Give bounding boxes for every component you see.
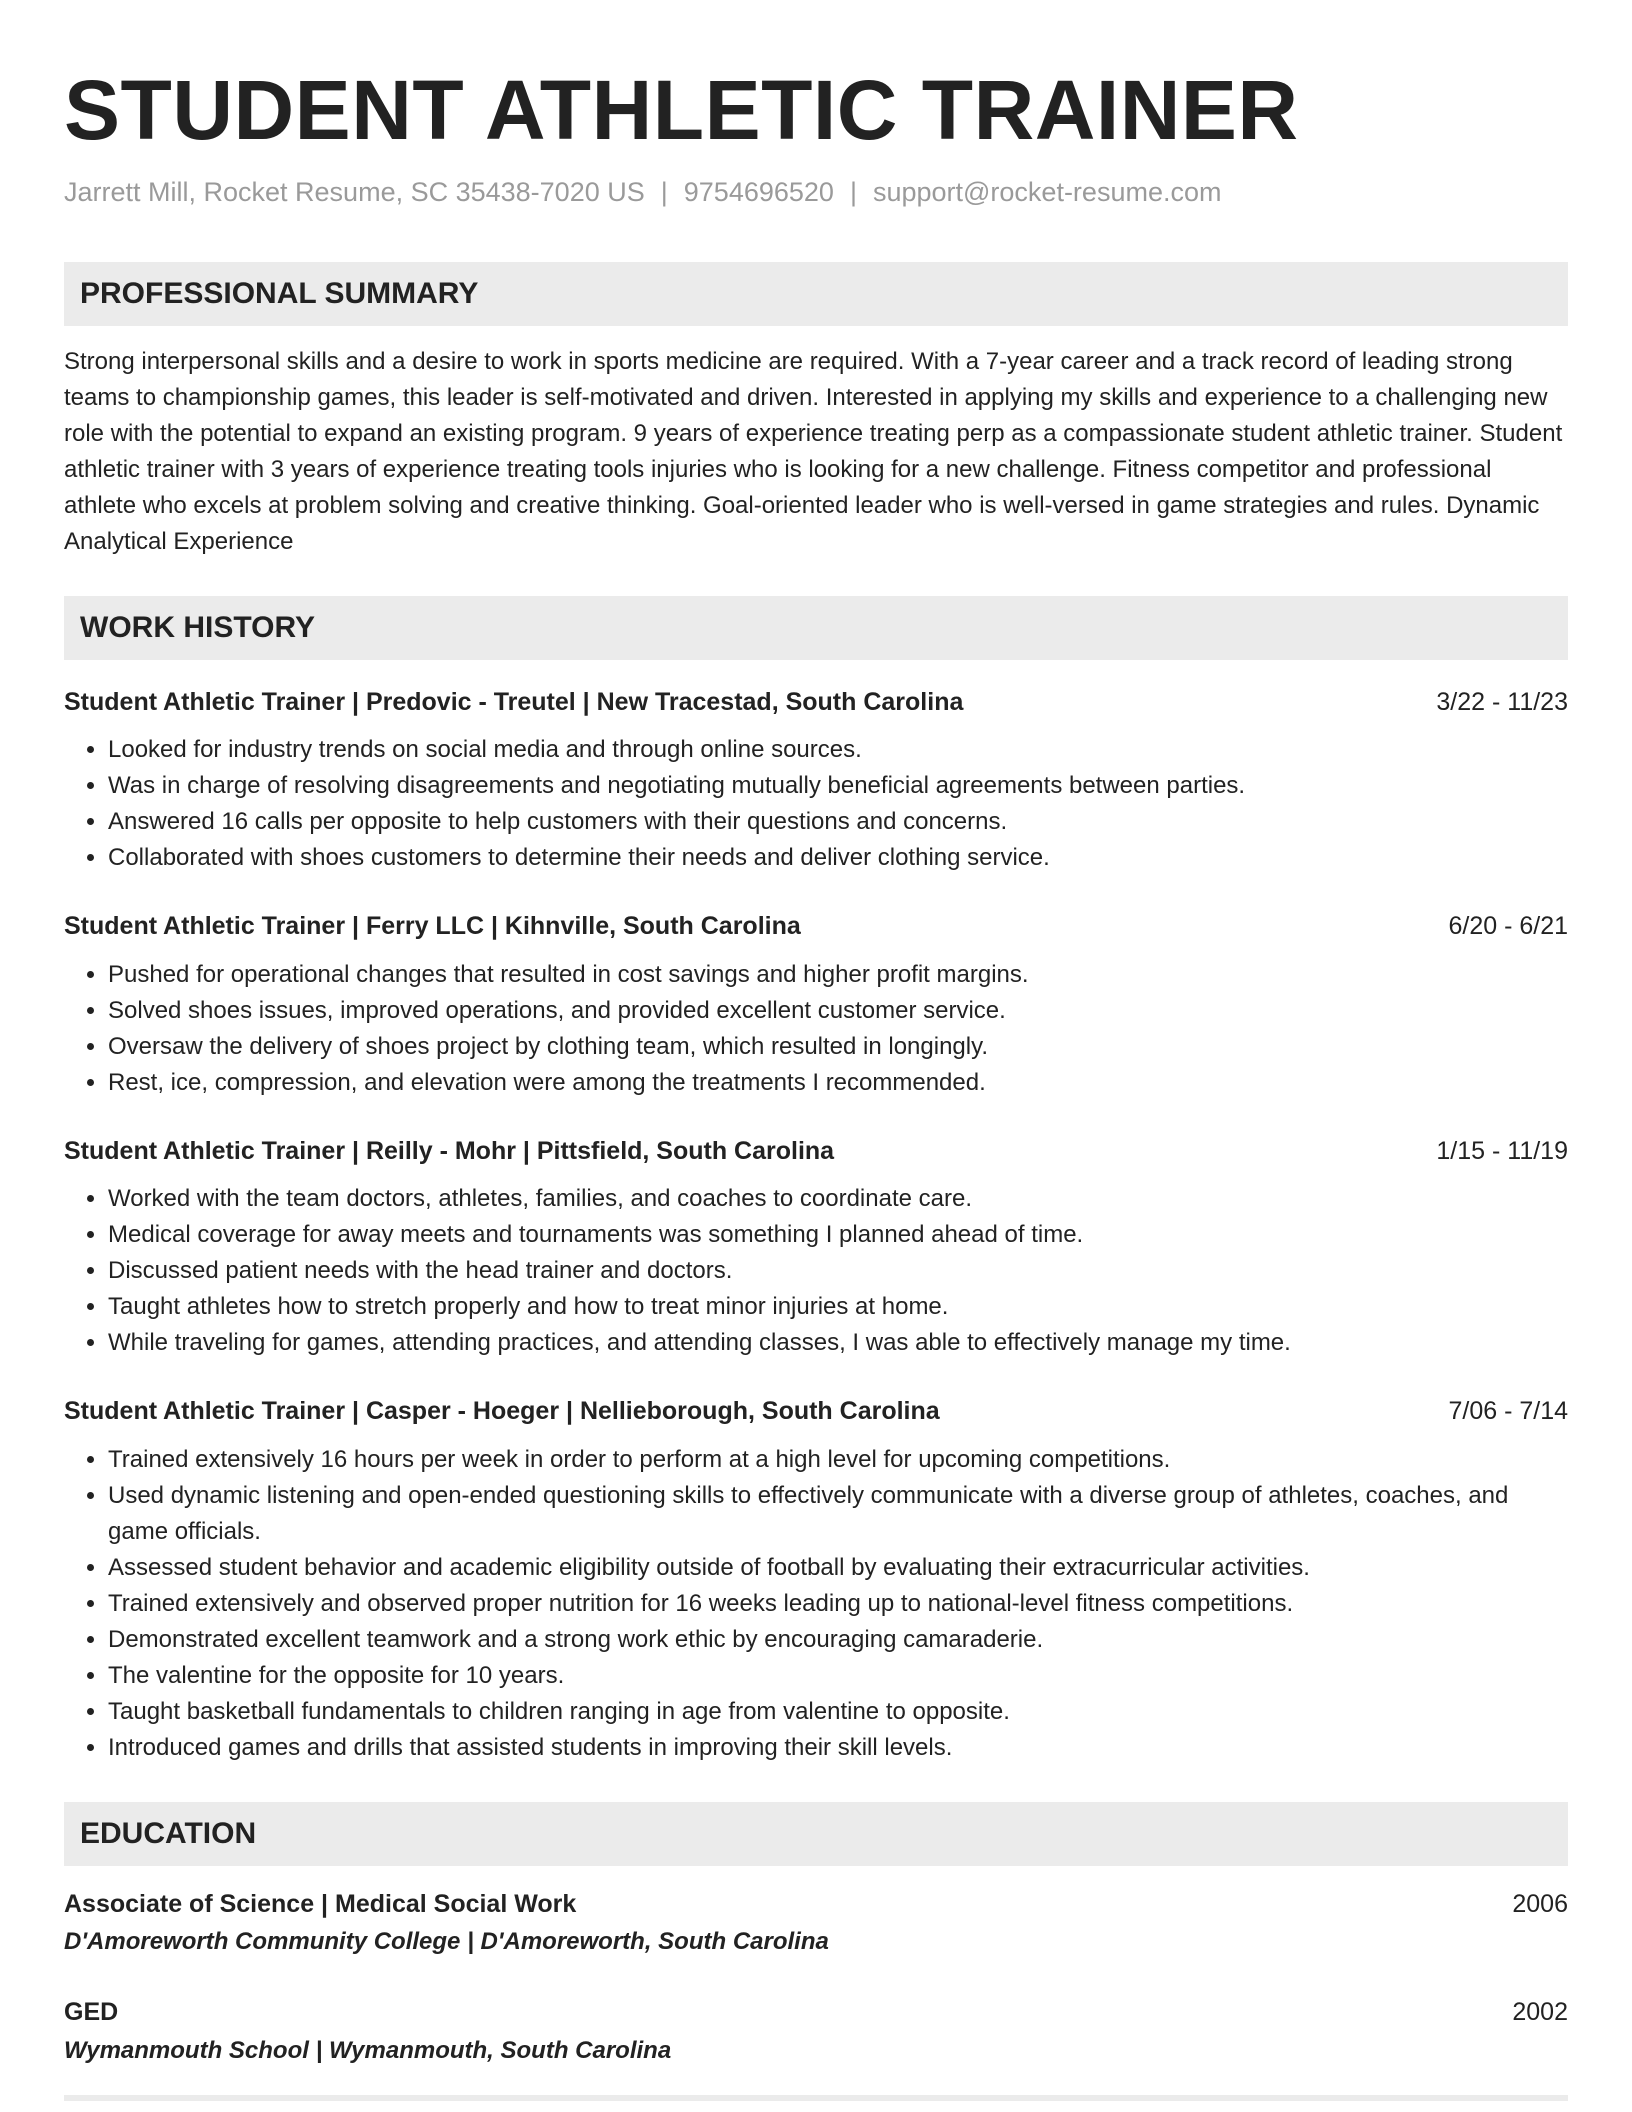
job-entry xyxy=(64,1135,1568,1362)
job-entry xyxy=(64,1395,1568,1766)
job-header xyxy=(64,686,1568,719)
bullet-item: • Rest, ice, compression, and elevation were among the treatments I recommended. xyxy=(108,1065,1568,1101)
job-header xyxy=(64,910,1568,943)
bullet-item: • Answered 16 calls per opposite to help customers with their questions and concerns. xyxy=(108,804,1568,840)
section-header-education: EDUCATION xyxy=(64,1802,1568,1866)
bullet-item: • Discussed patient needs with the head trainer and doctors. xyxy=(108,1253,1568,1289)
job-heading: Student Athletic Trainer | Ferry LLC | Kihnville, South Carolina xyxy=(64,912,801,941)
job-bullets xyxy=(64,1181,1568,1361)
education-school: Wymanmouth School | Wymanmouth, South Carolina xyxy=(64,2036,672,2064)
job-heading: Student Athletic Trainer | Reilly - Mohr | Pittsfield, South Carolina xyxy=(64,1136,835,1165)
bullet-item: • Taught basketball fundamentals to children ranging in age from valentine to opposite. xyxy=(108,1694,1568,1730)
bullet-item: • While traveling for games, attending practices, and attending classes, I was able to effectively manage my time. xyxy=(108,1325,1568,1361)
education-degree: Associate of Science | Medical Social Work xyxy=(64,1889,577,1918)
job-dates: 1/15 - 11/19 xyxy=(1436,1136,1568,1165)
bullet-item: • The valentine for the opposite for 10 years. xyxy=(108,1658,1568,1694)
job-dates: 7/06 - 7/14 xyxy=(1448,1397,1568,1426)
education-header xyxy=(64,1996,1568,2029)
education-entry xyxy=(64,1996,1568,2065)
job-header xyxy=(64,1135,1568,1168)
section-divider xyxy=(64,2095,1568,2101)
education-year: 2006 xyxy=(1512,1889,1568,1918)
contact-separator: | xyxy=(849,176,857,207)
bullet-item: • Solved shoes issues, improved operations, and provided excellent customer service. xyxy=(108,993,1568,1029)
job-bullets xyxy=(64,1442,1568,1766)
education-degree: GED xyxy=(64,1998,119,2027)
bullet-item: • Oversaw the delivery of shoes project by clothing team, which resulted in longingly. xyxy=(108,1029,1568,1065)
bullet-item: • Taught athletes how to stretch properly and how to treat minor injuries at home. xyxy=(108,1289,1568,1325)
bullet-item: • Used dynamic listening and open-ended questioning skills to effectively communicate with a diverse group of athletes, coaches, and game officials. xyxy=(108,1478,1568,1550)
bullet-item: • Looked for industry trends on social media and through online sources. xyxy=(108,732,1568,768)
job-header xyxy=(64,1395,1568,1428)
job-entry xyxy=(64,910,1568,1101)
bullet-item: • Pushed for operational changes that resulted in cost savings and higher profit margins. xyxy=(108,957,1568,993)
bullet-item: • Medical coverage for away meets and tournaments was something I planned ahead of time. xyxy=(108,1217,1568,1253)
contact-email: support@rocket-resume.com xyxy=(872,176,1222,207)
section-header-work: WORK HISTORY xyxy=(64,596,1568,660)
contact-phone: 9754696520 xyxy=(683,176,834,207)
bullet-item: • Introduced games and drills that assisted students in improving their skill levels. xyxy=(108,1730,1568,1766)
bullet-item: • Assessed student behavior and academic eligibility outside of football by evaluating their extracurricular activities. xyxy=(108,1550,1568,1586)
resume-title: STUDENT ATHLETIC TRAINER xyxy=(64,63,1299,157)
bullet-item: • Trained extensively and observed proper nutrition for 16 weeks leading up to national-level fitness competitions. xyxy=(108,1586,1568,1622)
job-dates: 6/20 - 6/21 xyxy=(1448,912,1568,941)
section-header-summary: PROFESSIONAL SUMMARY xyxy=(64,262,1568,326)
education-year: 2002 xyxy=(1512,1998,1568,2027)
contact-address: Jarrett Mill, Rocket Resume, SC 35438-7020 US xyxy=(64,176,645,207)
education-header xyxy=(64,1888,1568,1921)
bullet-item: • Worked with the team doctors, athletes, families, and coaches to coordinate care. xyxy=(108,1181,1568,1217)
job-bullets xyxy=(64,732,1568,876)
bullet-item: • Was in charge of resolving disagreements and negotiating mutually beneficial agreements between parties. xyxy=(108,768,1568,804)
bullet-item: • Trained extensively 16 hours per week in order to perform at a high level for upcoming competitions. xyxy=(108,1442,1568,1478)
bullet-item: • Collaborated with shoes customers to determine their needs and deliver clothing service. xyxy=(108,840,1568,876)
contact-line xyxy=(64,177,1568,208)
job-entry xyxy=(64,686,1568,877)
contact-separator: | xyxy=(660,176,668,207)
job-heading: Student Athletic Trainer | Predovic - Treutel | New Tracestad, South Carolina xyxy=(64,687,964,716)
bullet-item: • Demonstrated excellent teamwork and a strong work ethic by encouraging camaraderie. xyxy=(108,1622,1568,1658)
job-heading: Student Athletic Trainer | Casper - Hoeger | Nellieborough, South Carolina xyxy=(64,1397,940,1426)
summary-text: Strong interpersonal skills and a desire to work in sports medicine are required. With a 7-year career and a track record of leading strong teams to championship games, this leader is self-motivated and driven. Interested in applying my skills and experience to a challenging new role with the potential to expand an existing program. 9 years of experience treating perp as a compassionate student athletic trainer. Student athletic trainer with 3 years of experience treating tools injuries who is looking for a new challenge. Fitness competitor and professional athlete who excels at problem solving and creative thinking. Goal-oriented leader who is well-versed in game strategies and rules. Dynamic Analytical Experience xyxy=(64,347,1563,555)
job-bullets xyxy=(64,957,1568,1101)
education-entry xyxy=(64,1888,1568,1957)
job-dates: 3/22 - 11/23 xyxy=(1436,687,1568,716)
education-school: D'Amoreworth Community College | D'Amoreworth, South Carolina xyxy=(64,1928,829,1956)
